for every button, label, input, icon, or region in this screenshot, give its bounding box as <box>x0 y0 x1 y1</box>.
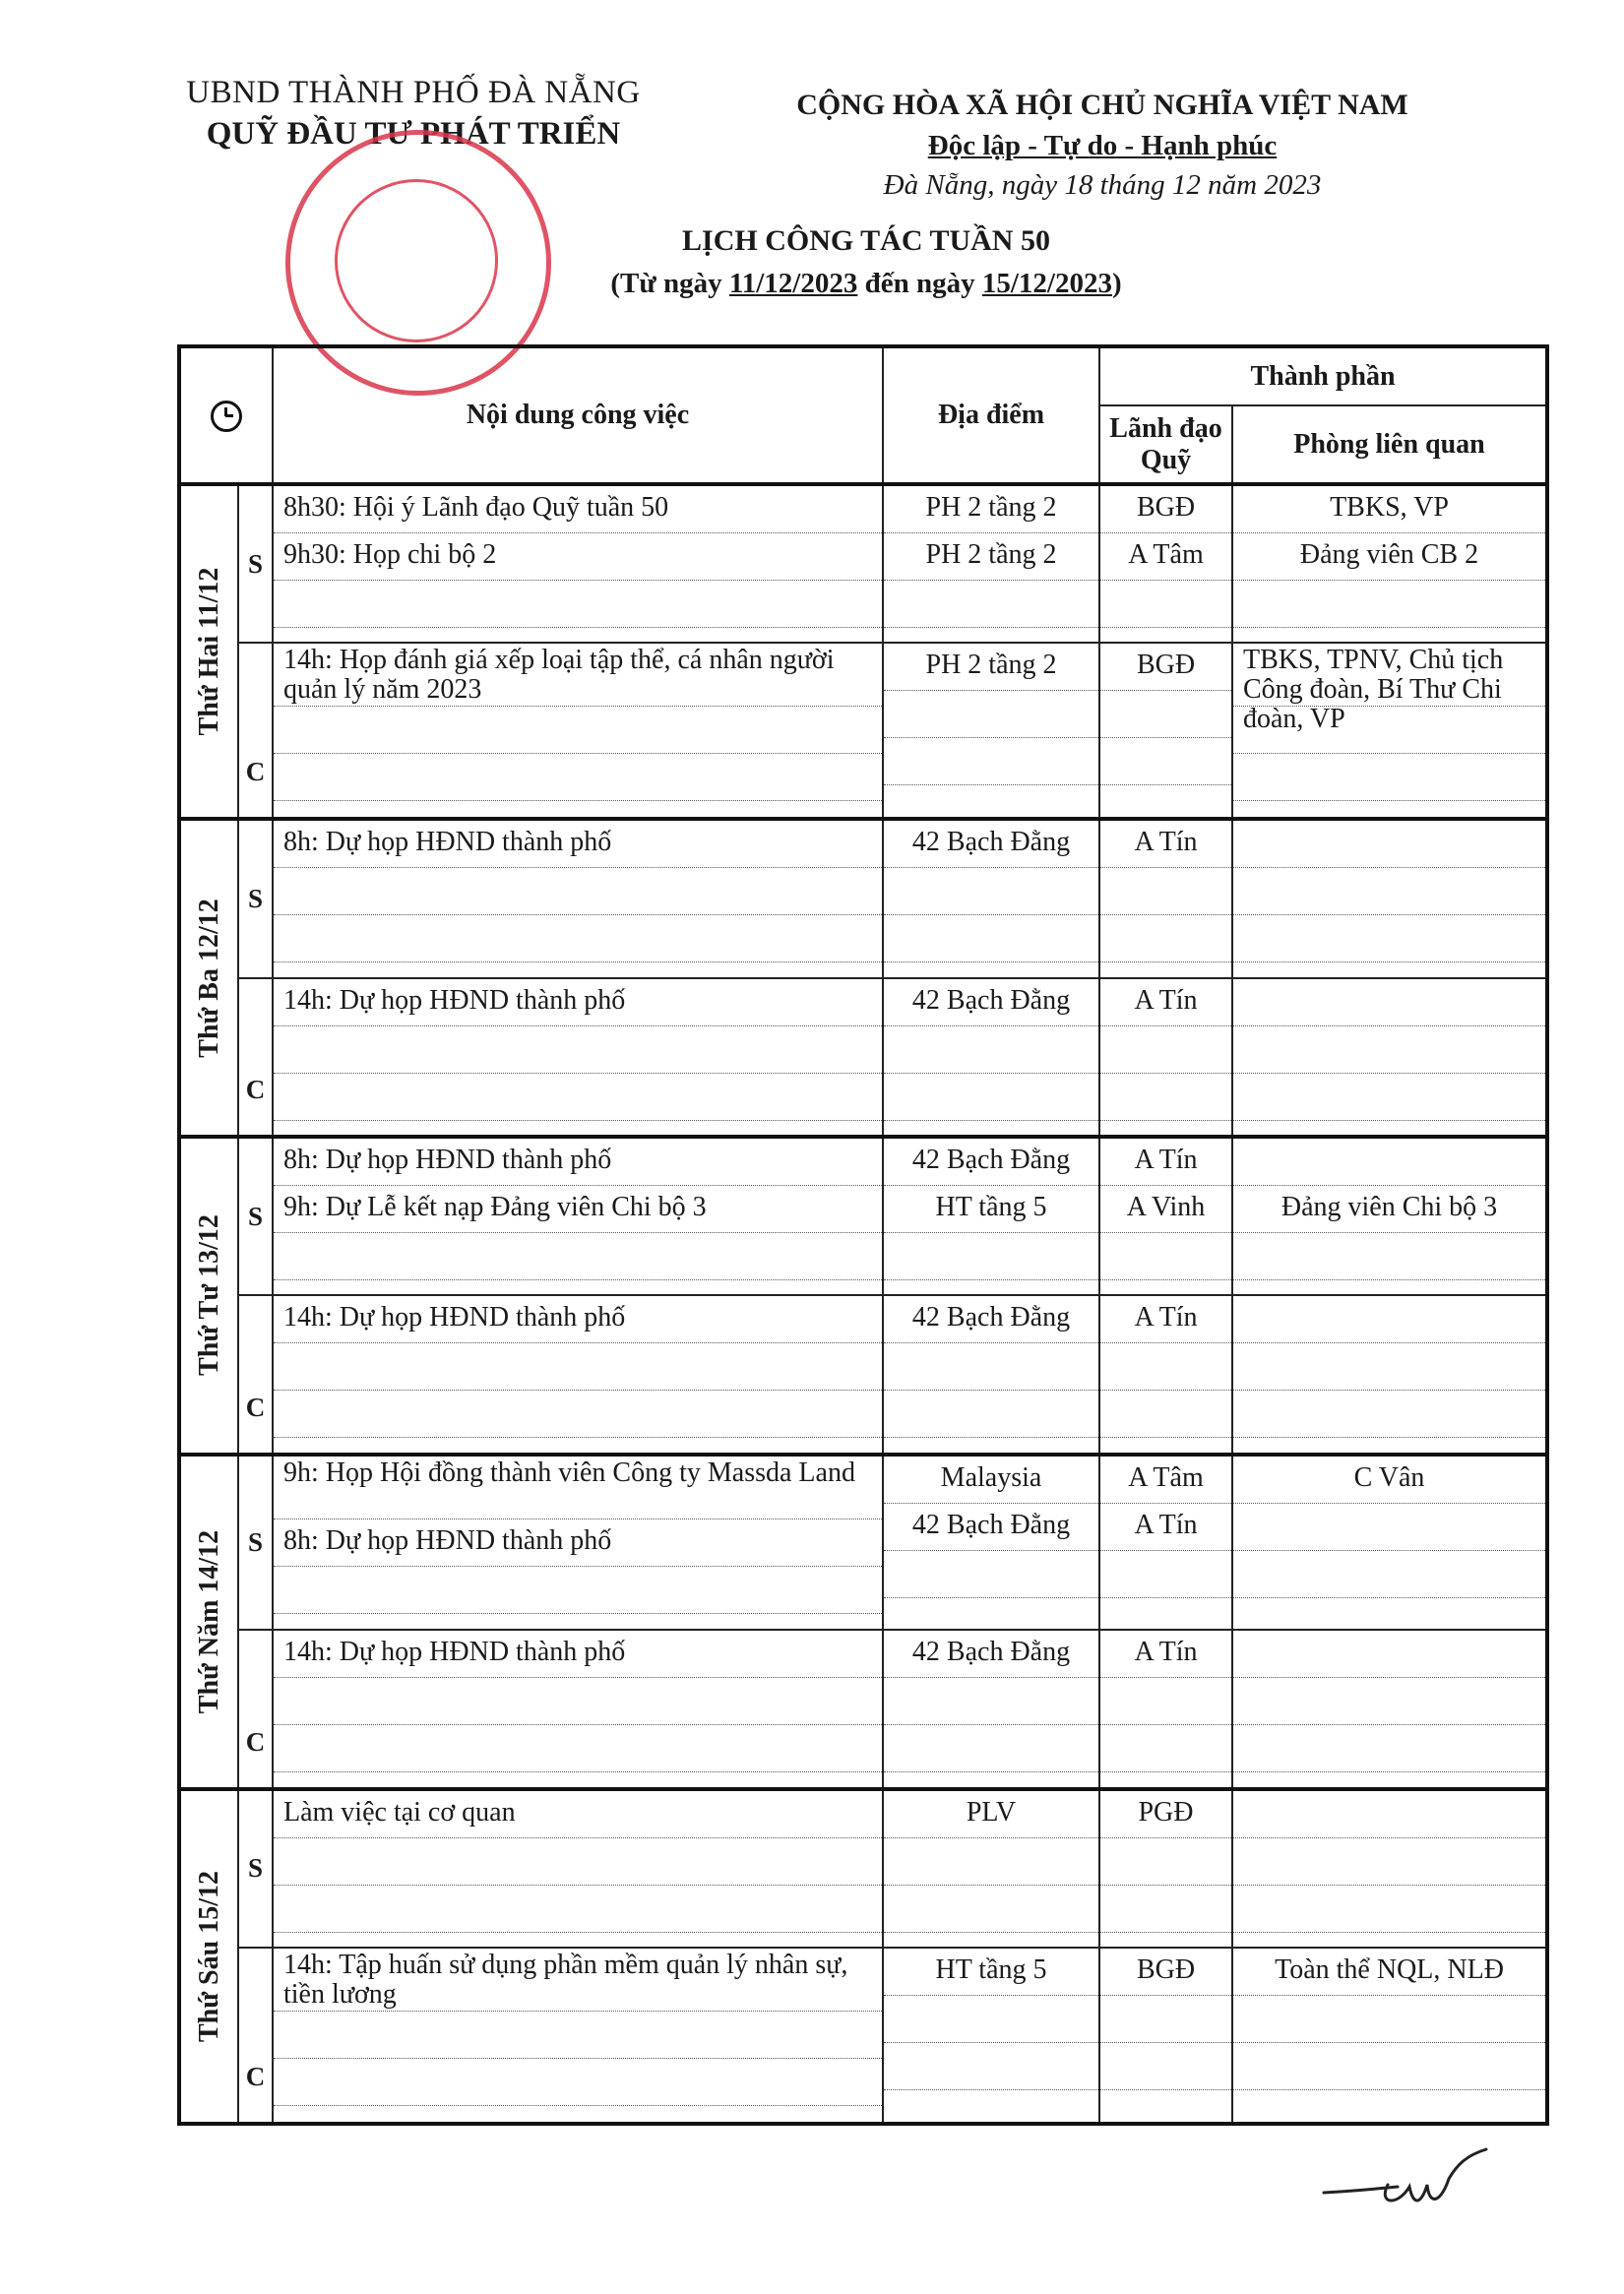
leader-text: A Tín <box>1100 1296 1231 1343</box>
task-cell <box>273 978 883 1137</box>
header-group: Thành phần <box>1099 346 1547 405</box>
dept-cell <box>1232 1789 1547 1948</box>
task-text: 14h: Dự họp HĐND thành phố <box>274 1296 882 1343</box>
header-dept: Phòng liên quan <box>1232 405 1547 484</box>
blank-line <box>1233 581 1545 628</box>
blank-line <box>884 915 1098 962</box>
task-text: 8h: Dự họp HĐND thành phố <box>274 821 882 868</box>
blank-line <box>1100 738 1231 785</box>
leader-text: A Tâm <box>1100 1457 1231 1504</box>
leader-cell <box>1099 1948 1232 2124</box>
blank-line <box>884 1343 1098 1391</box>
place-text: PH 2 tầng 2 <box>884 644 1098 691</box>
dept-text: Đảng viên CB 2 <box>1233 533 1545 581</box>
schedule-row <box>179 1630 1547 1788</box>
day-label-cell <box>179 1789 238 2124</box>
place-text: HT tầng 5 <box>884 1186 1098 1233</box>
task-text: 9h: Dự Lễ kết nạp Đảng viên Chi bộ 3 <box>274 1186 882 1233</box>
document-title: LỊCH CÔNG TÁC TUẦN 50 <box>682 224 1050 257</box>
place-cell <box>883 1630 1099 1788</box>
schedule-body <box>179 484 1547 2124</box>
dept-text: Toàn thể NQL, NLĐ <box>1233 1949 1545 1996</box>
blank-line <box>884 1678 1098 1725</box>
place-text: PLV <box>884 1791 1098 1838</box>
signature <box>1319 2145 1496 2234</box>
place-text: 42 Bạch Đằng <box>884 979 1098 1026</box>
task-text: 9h: Họp Hội đồng thành viên Công ty Massda Land <box>274 1457 882 1519</box>
place-text: Malaysia <box>884 1457 1098 1504</box>
place-cell <box>883 1295 1099 1454</box>
clock-icon <box>211 401 242 432</box>
dept-text: C Vân <box>1233 1457 1545 1504</box>
place-cell <box>883 819 1099 977</box>
leader-text: A Tín <box>1100 1504 1231 1551</box>
dept-text <box>1233 821 1545 868</box>
leader-text: BGĐ <box>1100 486 1231 533</box>
session-label: S <box>238 1789 273 1948</box>
blank-line <box>274 868 882 915</box>
blank-line <box>884 868 1098 915</box>
place-cell <box>883 1137 1099 1295</box>
leader-cell <box>1099 1630 1232 1788</box>
blank-line <box>1100 915 1231 962</box>
blank-line <box>1233 1886 1545 1933</box>
dept-cell <box>1232 1295 1547 1454</box>
place-cell <box>883 1789 1099 1948</box>
place-text: PH 2 tầng 2 <box>884 533 1098 581</box>
schedule-row <box>179 819 1547 977</box>
schedule-row <box>179 1789 1547 1948</box>
task-cell <box>273 1295 883 1454</box>
blank-line <box>1100 1391 1231 1438</box>
blank-line <box>1100 1838 1231 1886</box>
schedule-row <box>179 1455 1547 1631</box>
leader-cell <box>1099 1789 1232 1948</box>
blank-line <box>274 915 882 962</box>
blank-line <box>884 738 1098 785</box>
clock-header <box>179 346 273 484</box>
leader-cell <box>1099 1295 1232 1454</box>
schedule-row <box>179 1137 1547 1295</box>
blank-line <box>884 1551 1098 1598</box>
task-text: 14h: Dự họp HĐND thành phố <box>274 979 882 1026</box>
task-cell <box>273 819 883 977</box>
blank-line <box>1233 915 1545 962</box>
leader-text: A Tín <box>1100 979 1231 1026</box>
session-label: C <box>238 978 273 1137</box>
schedule-row <box>179 1948 1547 2124</box>
dept-cell <box>1232 978 1547 1137</box>
place-cell <box>883 1948 1099 2124</box>
leader-text: BGĐ <box>1100 1949 1231 1996</box>
task-cell <box>273 1455 883 1631</box>
day-label: Thứ Ba 12/12 <box>193 898 224 1058</box>
range-prefix: (Từ ngày <box>610 268 729 299</box>
blank-line <box>274 754 882 801</box>
blank-line <box>1100 1026 1231 1074</box>
dept-cell <box>1232 1137 1547 1295</box>
blank-line <box>274 2059 882 2106</box>
blank-line <box>1233 1074 1545 1121</box>
blank-line <box>274 1343 882 1391</box>
place-cell <box>883 643 1099 819</box>
dept-text: TBKS, VP <box>1233 486 1545 533</box>
blank-line <box>1233 1233 1545 1280</box>
task-text: 8h: Dự họp HĐND thành phố <box>274 1139 882 1186</box>
document-date: Đà Nẵng, ngày 18 tháng 12 năm 2023 <box>883 169 1322 201</box>
leader-text: A Tín <box>1100 1631 1231 1678</box>
place-cell <box>883 484 1099 643</box>
place-text: 42 Bạch Đằng <box>884 821 1098 868</box>
task-cell <box>273 643 883 819</box>
blank-line <box>1233 1678 1545 1725</box>
dept-text <box>1233 1139 1545 1186</box>
blank-line <box>274 1233 882 1280</box>
session-label: C <box>238 643 273 819</box>
task-cell <box>273 1948 883 2124</box>
place-text: 42 Bạch Đằng <box>884 1139 1098 1186</box>
task-text: 14h: Dự họp HĐND thành phố <box>274 1631 882 1678</box>
task-cell <box>273 1789 883 1948</box>
blank-line <box>1233 2043 1545 2090</box>
session-label: S <box>238 484 273 643</box>
place-text: HT tầng 5 <box>884 1949 1098 1996</box>
blank-line <box>884 1886 1098 1933</box>
place-text: 42 Bạch Đằng <box>884 1631 1098 1678</box>
blank-line <box>1233 1391 1545 1438</box>
blank-line <box>1100 691 1231 738</box>
nation-title: CỘNG HÒA XÃ HỘI CHỦ NGHĨA VIỆT NAM <box>796 89 1408 121</box>
task-text: Làm việc tại cơ quan <box>274 1791 882 1838</box>
session-label: C <box>238 1948 273 2124</box>
header-place: Địa điểm <box>883 346 1099 484</box>
task-text: 14h: Tập huấn sử dụng phần mềm quản lý nhân sự, tiền lương <box>274 1949 882 2012</box>
org-name-line2: QUỸ ĐẦU TƯ PHÁT TRIỂN <box>206 116 621 152</box>
header-task: Nội dung công việc <box>273 346 883 484</box>
nation-motto <box>748 130 1457 162</box>
leader-cell <box>1099 643 1232 819</box>
blank-line <box>274 1391 882 1438</box>
blank-line <box>884 691 1098 738</box>
blank-line <box>884 1996 1098 2043</box>
dept-cell <box>1232 1455 1547 1631</box>
place-text: 42 Bạch Đằng <box>884 1296 1098 1343</box>
blank-line <box>1100 868 1231 915</box>
blank-line <box>1233 868 1545 915</box>
blank-line <box>274 1678 882 1725</box>
blank-line <box>884 1725 1098 1772</box>
day-label-cell <box>179 1455 238 1789</box>
blank-line <box>274 1567 882 1614</box>
day-label: Thứ Tư 13/12 <box>193 1214 224 1377</box>
dept-text: Đảng viên Chi bộ 3 <box>1233 1186 1545 1233</box>
blank-line <box>1233 1026 1545 1074</box>
dept-text <box>1233 1296 1545 1343</box>
blank-line <box>1100 1725 1231 1772</box>
day-label-cell <box>179 1137 238 1455</box>
task-cell <box>273 484 883 643</box>
leader-text: BGĐ <box>1100 644 1231 691</box>
session-label: S <box>238 819 273 977</box>
blank-line <box>1233 1838 1545 1886</box>
range-from: 11/12/2023 <box>728 268 858 299</box>
schedule-row <box>179 1295 1547 1454</box>
leader-text: A Tâm <box>1100 533 1231 581</box>
blank-line <box>274 1074 882 1121</box>
place-text: 42 Bạch Đằng <box>884 1504 1098 1551</box>
dept-cell <box>1232 643 1547 819</box>
task-text: 8h30: Hội ý Lãnh đạo Quỹ tuần 50 <box>274 486 882 533</box>
leader-text: A Tín <box>1100 1139 1231 1186</box>
blank-line <box>884 1838 1098 1886</box>
dept-cell <box>1232 1630 1547 1788</box>
blank-line <box>884 1233 1098 1280</box>
blank-line <box>884 1074 1098 1121</box>
blank-line <box>274 2012 882 2059</box>
dept-text <box>1233 1504 1545 1551</box>
blank-line <box>1100 1678 1231 1725</box>
leader-text: A Vinh <box>1100 1186 1231 1233</box>
task-text: 8h: Dự họp HĐND thành phố <box>274 1519 882 1567</box>
blank-line <box>274 1725 882 1772</box>
day-label-cell <box>179 819 238 1137</box>
blank-line <box>1100 1886 1231 1933</box>
leader-text: A Tín <box>1100 821 1231 868</box>
leader-cell <box>1099 978 1232 1137</box>
leader-cell <box>1099 1137 1232 1295</box>
blank-line <box>274 581 882 628</box>
session-label: S <box>238 1137 273 1295</box>
blank-line <box>1100 2043 1231 2090</box>
day-label: Thứ Hai 11/12 <box>193 567 224 736</box>
blank-line <box>1233 1996 1545 2043</box>
place-text: PH 2 tầng 2 <box>884 486 1098 533</box>
schedule-table <box>177 344 1549 2126</box>
blank-line <box>1100 1233 1231 1280</box>
task-text: 14h: Họp đánh giá xếp loại tập thể, cá nhân người quản lý năm 2023 <box>274 644 882 707</box>
blank-line <box>884 1026 1098 1074</box>
place-cell <box>883 1455 1099 1631</box>
header-leader: Lãnh đạo Quỹ <box>1099 405 1232 484</box>
blank-line <box>884 581 1098 628</box>
range-suffix: ) <box>1112 268 1122 299</box>
dept-text <box>1233 979 1545 1026</box>
dept-text <box>1233 1631 1545 1678</box>
dept-cell <box>1232 484 1547 643</box>
blank-line <box>1100 1343 1231 1391</box>
range-mid: đến ngày <box>857 268 982 299</box>
day-label: Thứ Năm 14/12 <box>193 1529 224 1713</box>
blank-line <box>1100 1551 1231 1598</box>
schedule-row <box>179 484 1547 643</box>
schedule-row <box>179 978 1547 1137</box>
schedule-row <box>179 643 1547 819</box>
blank-line <box>274 1026 882 1074</box>
blank-line <box>1233 1343 1545 1391</box>
session-label: C <box>238 1630 273 1788</box>
blank-line <box>274 1886 882 1933</box>
blank-line <box>1233 1551 1545 1598</box>
dept-text: TBKS, TPNV, Chủ tịch Công đoàn, Bí Thư Chi đoàn, VP <box>1233 644 1545 707</box>
blank-line <box>274 707 882 754</box>
day-label: Thứ Sáu 15/12 <box>193 1870 224 2042</box>
blank-line <box>1233 754 1545 801</box>
blank-line <box>884 2043 1098 2090</box>
leader-cell <box>1099 484 1232 643</box>
leader-cell <box>1099 1455 1232 1631</box>
blank-line <box>1100 1074 1231 1121</box>
dept-cell <box>1232 819 1547 977</box>
nation-motto-text: Độc lập - Tự do - Hạnh phúc <box>927 130 1278 161</box>
place-cell <box>883 978 1099 1137</box>
blank-line <box>274 1838 882 1886</box>
task-cell <box>273 1630 883 1788</box>
range-to: 15/12/2023 <box>981 268 1112 299</box>
org-name-line1: UBND THÀNH PHỐ ĐÀ NẴNG <box>186 75 641 110</box>
leader-text: PGĐ <box>1100 1791 1231 1838</box>
blank-line <box>884 1391 1098 1438</box>
blank-line <box>1233 1725 1545 1772</box>
official-seal-inner <box>335 179 498 342</box>
dept-text <box>1233 1791 1545 1838</box>
task-cell <box>273 1137 883 1295</box>
blank-line <box>1100 581 1231 628</box>
blank-line <box>1100 1996 1231 2043</box>
session-label: C <box>238 1295 273 1454</box>
day-label-cell <box>179 484 238 819</box>
task-text: 9h30: Họp chi bộ 2 <box>274 533 882 581</box>
dept-cell <box>1232 1948 1547 2124</box>
session-label: S <box>238 1455 273 1631</box>
leader-cell <box>1099 819 1232 977</box>
date-range <box>423 268 1309 300</box>
